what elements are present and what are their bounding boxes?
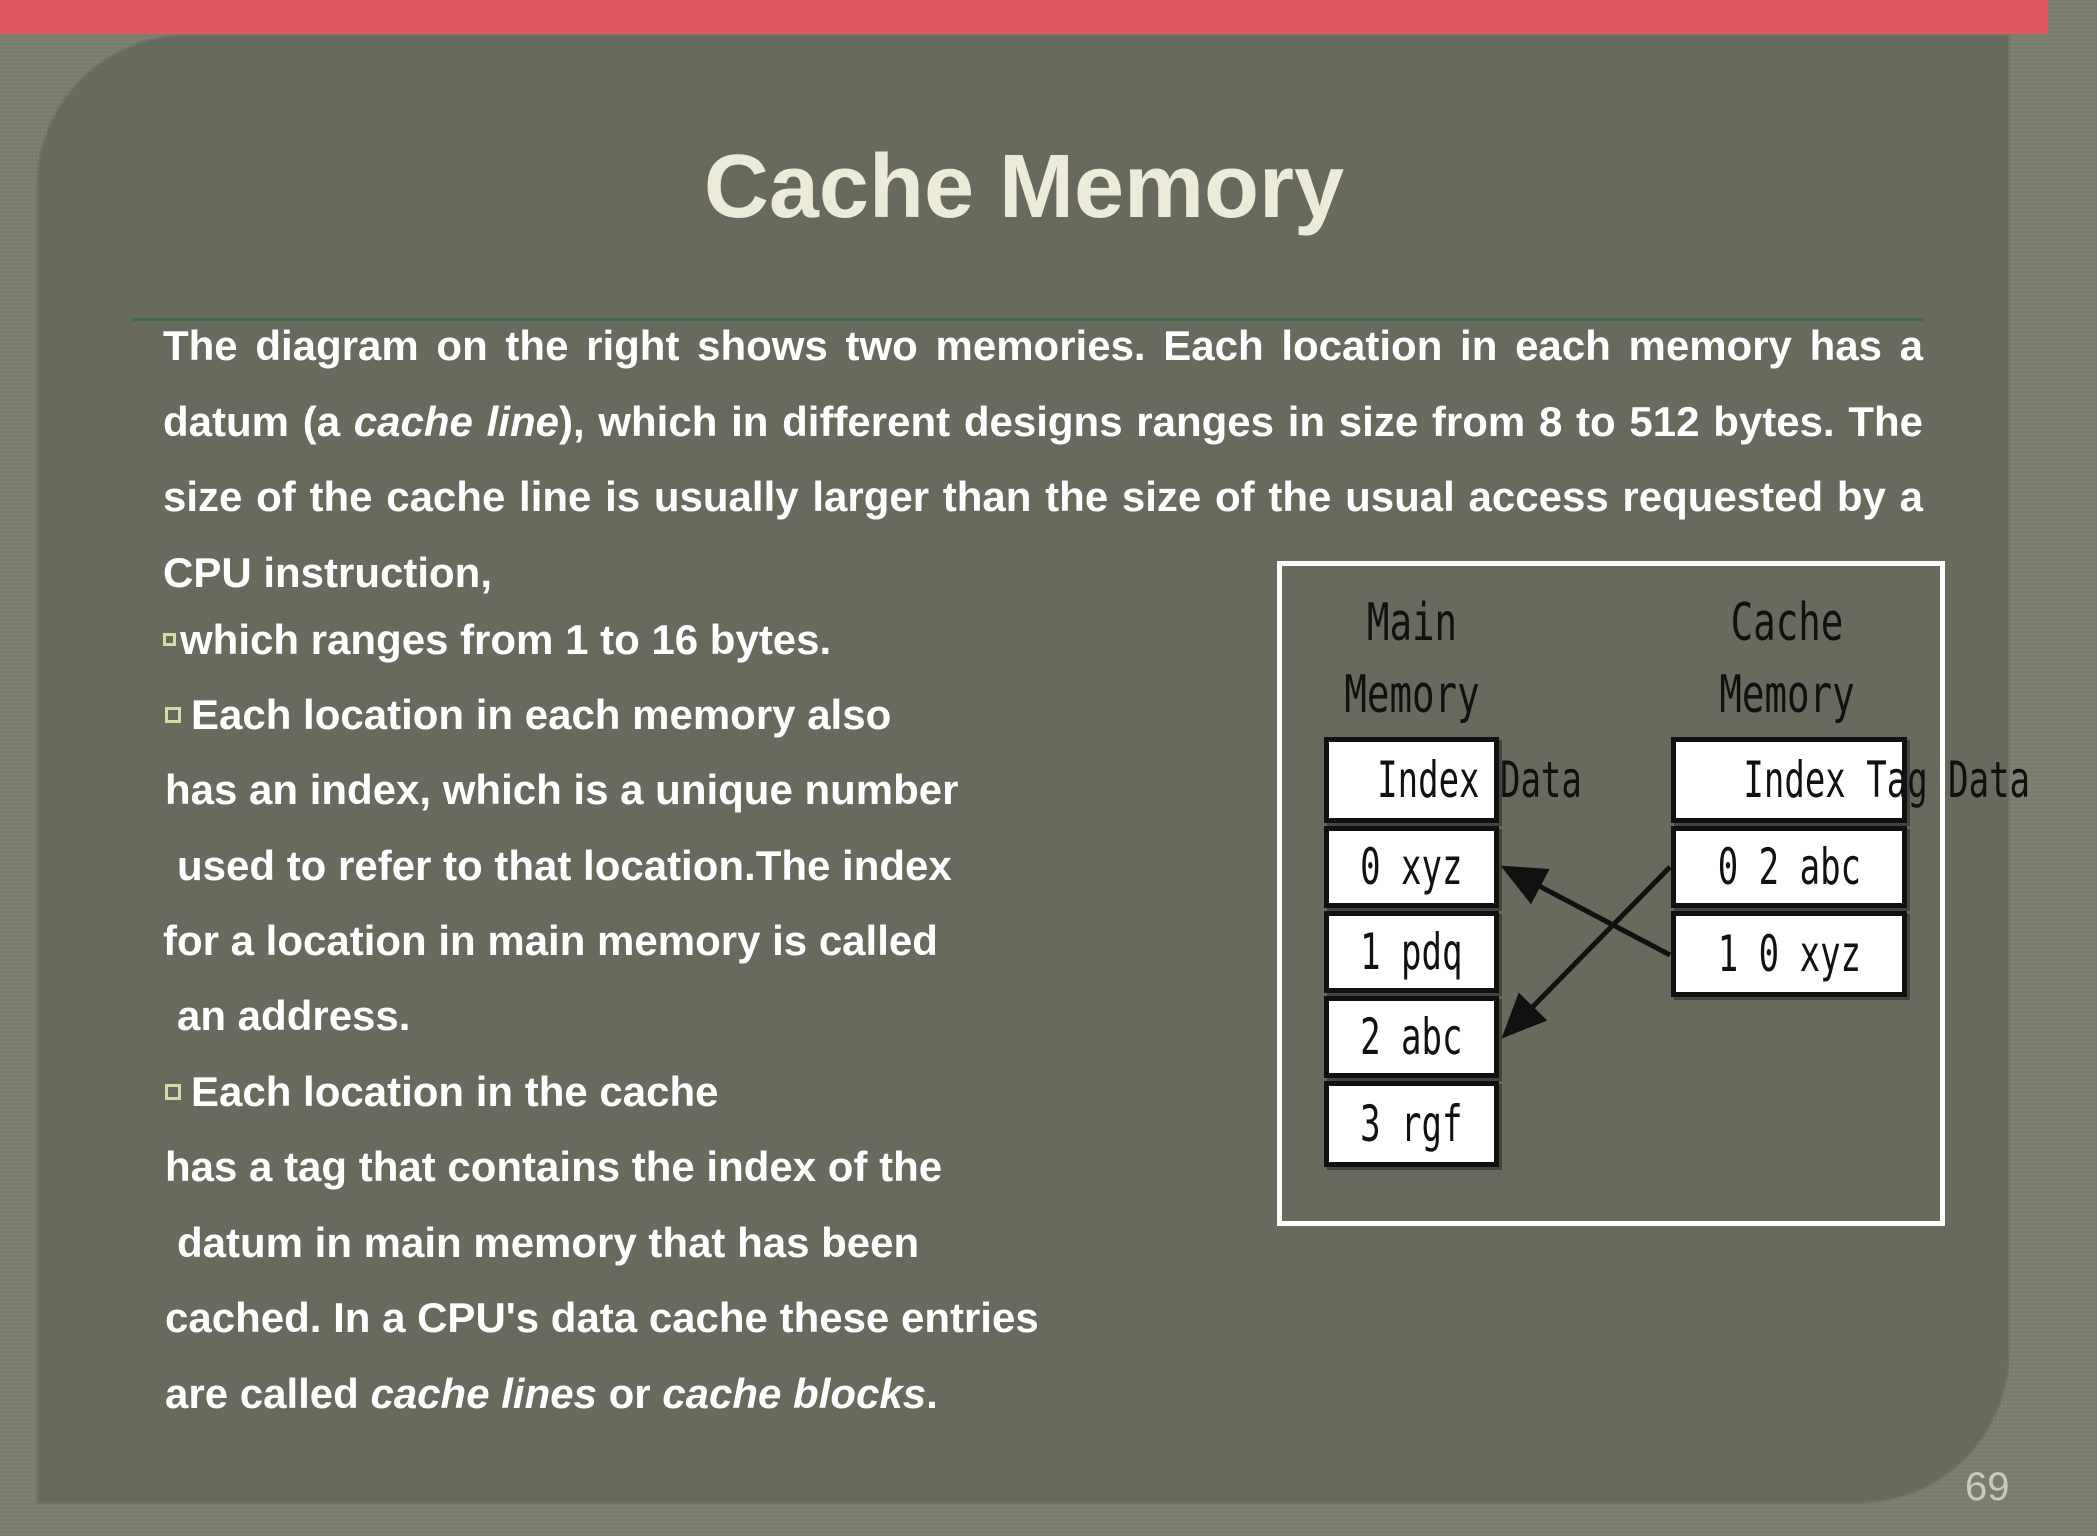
cache-memory-header bbox=[1671, 737, 2031, 823]
cache-memory-row-0-text: 0 2 abc bbox=[1717, 838, 1861, 896]
cache-memory-label-1: Cache bbox=[1730, 593, 1844, 653]
page-number: 69 bbox=[1965, 1465, 2010, 1509]
bullet-line-7-text: Each location in the cache bbox=[191, 1068, 719, 1115]
square-bullet-icon bbox=[165, 1084, 181, 1100]
last-line-text-1: are called bbox=[165, 1370, 371, 1417]
bullet-line-7 bbox=[165, 1068, 718, 1116]
top-accent-bar bbox=[0, 0, 2048, 34]
body-line-10: cached. In a CPU's data cache these entries bbox=[165, 1294, 1039, 1341]
main-memory-row-3-text: 3 rgf bbox=[1360, 1095, 1463, 1153]
main-memory-row-2 bbox=[1324, 996, 1499, 1078]
last-line-text-3: . bbox=[926, 1370, 938, 1417]
bullet-line-2-text: Each location in each memory also bbox=[191, 691, 892, 738]
body-line-8: has a tag that contains the index of the bbox=[165, 1143, 943, 1190]
main-memory-row-1 bbox=[1324, 911, 1499, 993]
last-line-text-2: or bbox=[596, 1370, 663, 1417]
main-memory-header bbox=[1324, 737, 1582, 823]
cache-memory-row-0 bbox=[1671, 826, 1907, 908]
body-line-11 bbox=[165, 1370, 938, 1418]
main-memory-row-2-text: 2 abc bbox=[1360, 1008, 1463, 1066]
main-memory-row-1-text: 1 pdq bbox=[1360, 923, 1463, 981]
cache-memory-row-1-text: 1 0 xyz bbox=[1717, 925, 1861, 983]
term-cache-blocks: cache blocks bbox=[662, 1370, 927, 1417]
term-cache-lines: cache lines bbox=[370, 1370, 597, 1417]
body-line-6: an address. bbox=[177, 992, 411, 1039]
cache-memory-header-text: Index Tag Data bbox=[1743, 751, 2031, 809]
square-bullet-icon bbox=[165, 707, 181, 723]
cache-memory-label-2: Memory bbox=[1719, 665, 1855, 725]
intro-term-cache-line: cache line bbox=[353, 397, 559, 445]
intro-text-2: ), which in different designs ranges in size from 8 to 512 bytes. The size of the cache line is usually larger than the size of the usual access requested by a CPU instruction, bbox=[163, 397, 1923, 596]
square-bullet-icon bbox=[163, 633, 176, 646]
main-memory-row-0-text: 0 xyz bbox=[1360, 838, 1463, 896]
body-line-9: datum in main memory that has been bbox=[177, 1219, 920, 1266]
main-memory-row-0 bbox=[1324, 826, 1499, 908]
body-line-4: used to refer to that location.The index bbox=[177, 842, 952, 889]
bullet-line-2 bbox=[165, 691, 891, 739]
bullet-line-1 bbox=[163, 616, 831, 664]
body-line-3: has an index, which is a unique number bbox=[165, 766, 959, 813]
cache-memory-row-1 bbox=[1671, 911, 1907, 997]
main-memory-label-2: Memory bbox=[1344, 665, 1480, 725]
main-memory-label-1: Main bbox=[1366, 593, 1458, 653]
main-memory-header-text: Index Data bbox=[1377, 751, 1582, 809]
bullet-line-1-text: which ranges from 1 to 16 bytes. bbox=[180, 616, 832, 663]
intro-text-1: The diagram on the right shows two memories. Each location in each memory has a datum (a bbox=[163, 322, 1923, 445]
body-line-5: for a location in main memory is called bbox=[163, 917, 938, 964]
slide-title: Cache Memory bbox=[703, 137, 1345, 237]
main-memory-row-3 bbox=[1324, 1081, 1499, 1167]
